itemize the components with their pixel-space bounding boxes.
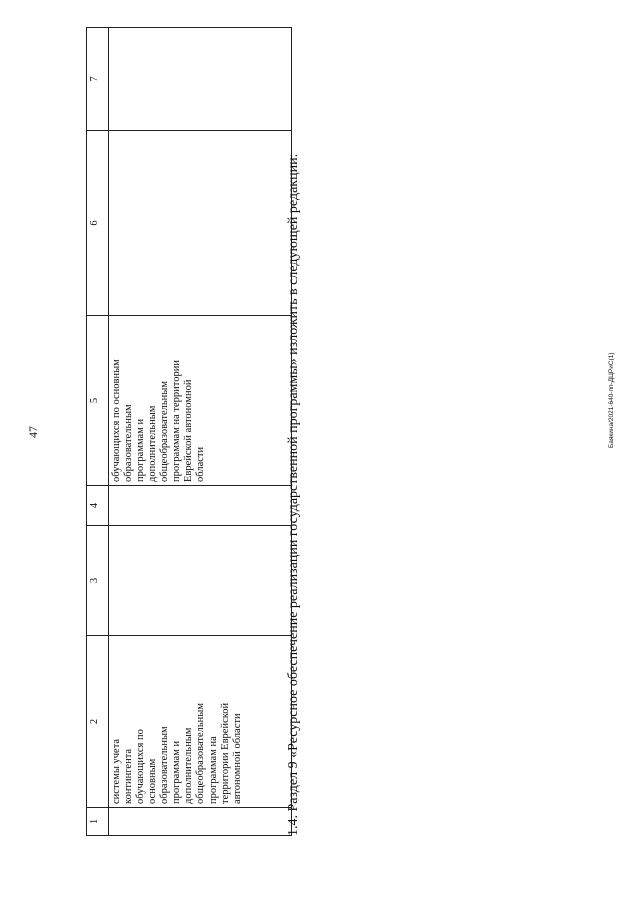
cell-line: основным xyxy=(147,758,159,804)
header-col-1: 1 xyxy=(87,808,109,836)
cell-line: области xyxy=(195,446,207,482)
cell-col-4 xyxy=(109,486,292,526)
table-row xyxy=(109,28,292,836)
cell-line: программам и xyxy=(135,418,147,482)
cell-col-6 xyxy=(109,131,292,316)
cell-col-3 xyxy=(109,526,292,636)
cell-col-2 xyxy=(109,636,292,808)
header-col-2: 2 xyxy=(87,636,109,808)
cell-line: программам на xyxy=(207,736,219,804)
cell-col-5 xyxy=(109,316,292,486)
cell-line: обучающихся по xyxy=(135,729,147,804)
header-col-3: 3 xyxy=(87,526,109,636)
table-header-row xyxy=(87,28,109,836)
cell-col-7 xyxy=(109,28,292,131)
cell-line: территории Еврейской xyxy=(219,702,231,804)
rotated-content xyxy=(86,28,301,836)
header-col-5: 5 xyxy=(87,316,109,486)
cell-line: образовательным xyxy=(159,726,171,804)
header-col-6: 6 xyxy=(87,131,109,316)
cell-line: дополнительным xyxy=(147,405,159,482)
document-code: Баякина/2021-640-пп-ДЦРиС(1) xyxy=(608,352,615,448)
cell-line: контингента xyxy=(123,748,135,804)
cell-col-1 xyxy=(109,808,292,836)
cell-line: обучающихся по основным xyxy=(111,359,122,482)
cell-line: Еврейской автономной xyxy=(183,379,195,482)
cell-line: общеобразовательным xyxy=(159,381,171,482)
cell-line: программам на территории xyxy=(171,360,183,482)
header-col-7: 7 xyxy=(87,28,109,131)
program-table xyxy=(86,27,292,836)
section-heading-text: 1.4. Раздел 9 «Ресурсное обеспечение реализации государственной программы» изложить в следующей редакции: xyxy=(286,153,301,836)
cell-line: программам и xyxy=(171,740,183,804)
cell-line: автономной области xyxy=(231,713,243,804)
cell-line: общеобразовательным xyxy=(195,703,207,804)
cell-line: дополнительным xyxy=(183,727,195,804)
cell-line: системы учета xyxy=(111,738,122,804)
cell-line: образовательным xyxy=(123,404,135,482)
header-col-4: 4 xyxy=(87,486,109,526)
page-number: 47 xyxy=(26,426,40,438)
